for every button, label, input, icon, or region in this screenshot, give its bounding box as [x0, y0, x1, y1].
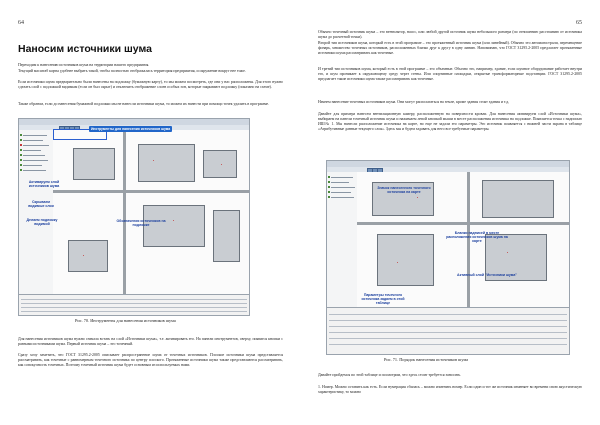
- figure-70-screenshot: [18, 118, 250, 316]
- body-paragraph-2: Сразу хочу заметить, что ГОСТ 31295.2-2005 описывает распространение шума от точечных источников. Плоские источники шума представляется рассматривать, как точечные с равномерным точечного источника по центру плоского. Протяженные источники шума также представляются рассматривать, как совокупность точечных. Поэтому точечный источник шума будет основным из используемых нами.: [18, 353, 283, 368]
- right-paragraph-7: 1. Номер. Можно оставить как есть. Если нумерация сбилась – можно изменить номер. Если один и тот же источник изменяет во времени свою акустическую характеристику, то можно: [318, 385, 582, 395]
- label-hide-zones: Скрываем видимые слои: [28, 200, 54, 209]
- attribute-table: [19, 294, 249, 315]
- label-active-layer: Активный слой "Источники шума": [457, 273, 517, 277]
- label-attribute-table: Параметры точечного источника задаем в этой таблице: [361, 293, 405, 306]
- attribute-table: [327, 307, 569, 354]
- right-paragraph-2: Второй тип источников шума, который есть в этой программе – это протяженный источник шума (или линейный). Обычно это автомагистрали, перемещение фонарь, множество точечных источников, расположенных близко друг к другу в одну линию. Напоминаю, что ГОСТ 31295.2-2005 предлагает протяженные источники шума рассматривать как точечные.: [318, 41, 582, 56]
- label-source-icon: Значок нанесенного точечного источника на карте: [377, 186, 431, 195]
- section-heading: Наносим источники шума: [18, 43, 152, 55]
- right-page: [300, 0, 600, 425]
- right-paragraph-5: Давайте для примера нанесем вентиляционную камеру, расположенную на поверхности кровли. Для нанесения активируем слой «Источники шума», выбираем на панели точечный источник шума и нажимаем левой кнопкой мыши в месте расположения источника на подложке. Появляется точка с надписью ИШ№ 1. Мы нанесли расположение источника на карте, но еще не задали его параметры. Это источник появляется с нижней части экрана в таблице «Атрибутивные данные текущего слоя». Здесь мы и будем задавать для него все требуемые параметры.: [318, 112, 582, 132]
- right-paragraph-1: Обычно точечный источник шума – это вентилятор, насос, или любой другой источник шума небольшого размера (по отношению расстоянию от источника шума до расчетной точки).: [318, 30, 582, 40]
- figure-70-caption: Рис. 70. Инструменты для нанесения источников шума: [75, 318, 176, 323]
- callout-toolbar: Инструменты для нанесения источников шума: [91, 127, 171, 131]
- label-active-layer: Активируем слой источников шума: [28, 180, 60, 189]
- label-show-base: Делаем подложку видимой: [26, 218, 58, 227]
- intro-paragraph-2: Текущий масштаб карты удобнее выбрать такой, чтобы полностью отображалась территория предприятия, и окружение вокруг нее тоже.: [18, 69, 246, 73]
- map-canvas: [53, 130, 249, 295]
- label-map-marks: Обозначения источников на подложке: [116, 219, 166, 228]
- label-source-marks: Бланки надписей в месте расположения источников шума на карте: [446, 231, 508, 244]
- intro-paragraph-1: Переходим к нанесению источников шума на территории нашего предприятия.: [18, 63, 150, 67]
- intro-paragraph-3: Если источники шума предварительно были нанесены на подложку (бумажную карту), то мы можем посмотреть, где они у нас расположены. Для этого нужно сделать слой с подложкой видимым (если он был скрыт) и отключить отображение слоев особых зон, которые закрывают подложку (показано на схеме).: [18, 80, 283, 90]
- right-paragraph-6: Давайте пройдемся по этой таблице и посмотрим, что здесь стоит требуется заносить.: [318, 373, 462, 377]
- intro-paragraph-4: Также обратим, если до нанесения бумажной подложки мы не нанесли источники шума, то можем их нанести при помощи точек удалить в программе.: [18, 102, 270, 106]
- layers-panel: [19, 130, 54, 295]
- body-paragraph-1: Для нанесения источников шума нужно сначала встать на слой «Источники шума», т.е. активировать его. На панели инструментов, сверху, появятся кнопки с разными источниками шума. Первый источник шума – это точечный.: [18, 337, 283, 347]
- figure-71-caption: Рис. 71. Порядок нанесения источников шума: [384, 357, 469, 362]
- page-number-right: 65: [576, 20, 582, 26]
- page-number-left: 64: [18, 20, 24, 26]
- figure-71-screenshot: [326, 160, 570, 355]
- layers-panel: [327, 172, 358, 308]
- right-paragraph-3: И третий тип источников шума, который есть в этой программе – это объемные. Обычно это, например, здание, если шумное оборудование работает внутри его, и шум проникает к окружающему среду через стены. Или спортивные площадки, открытые трансформаторные подстанции. ГОСТ 31295.2-2005 предлагает такие источники шума также рассматривать как точечные.: [318, 67, 582, 82]
- right-paragraph-4: Начнем нанесение точечных источников шума. Они могут располагаться на земле, кроме здания стоят здания и т.д.: [318, 100, 510, 104]
